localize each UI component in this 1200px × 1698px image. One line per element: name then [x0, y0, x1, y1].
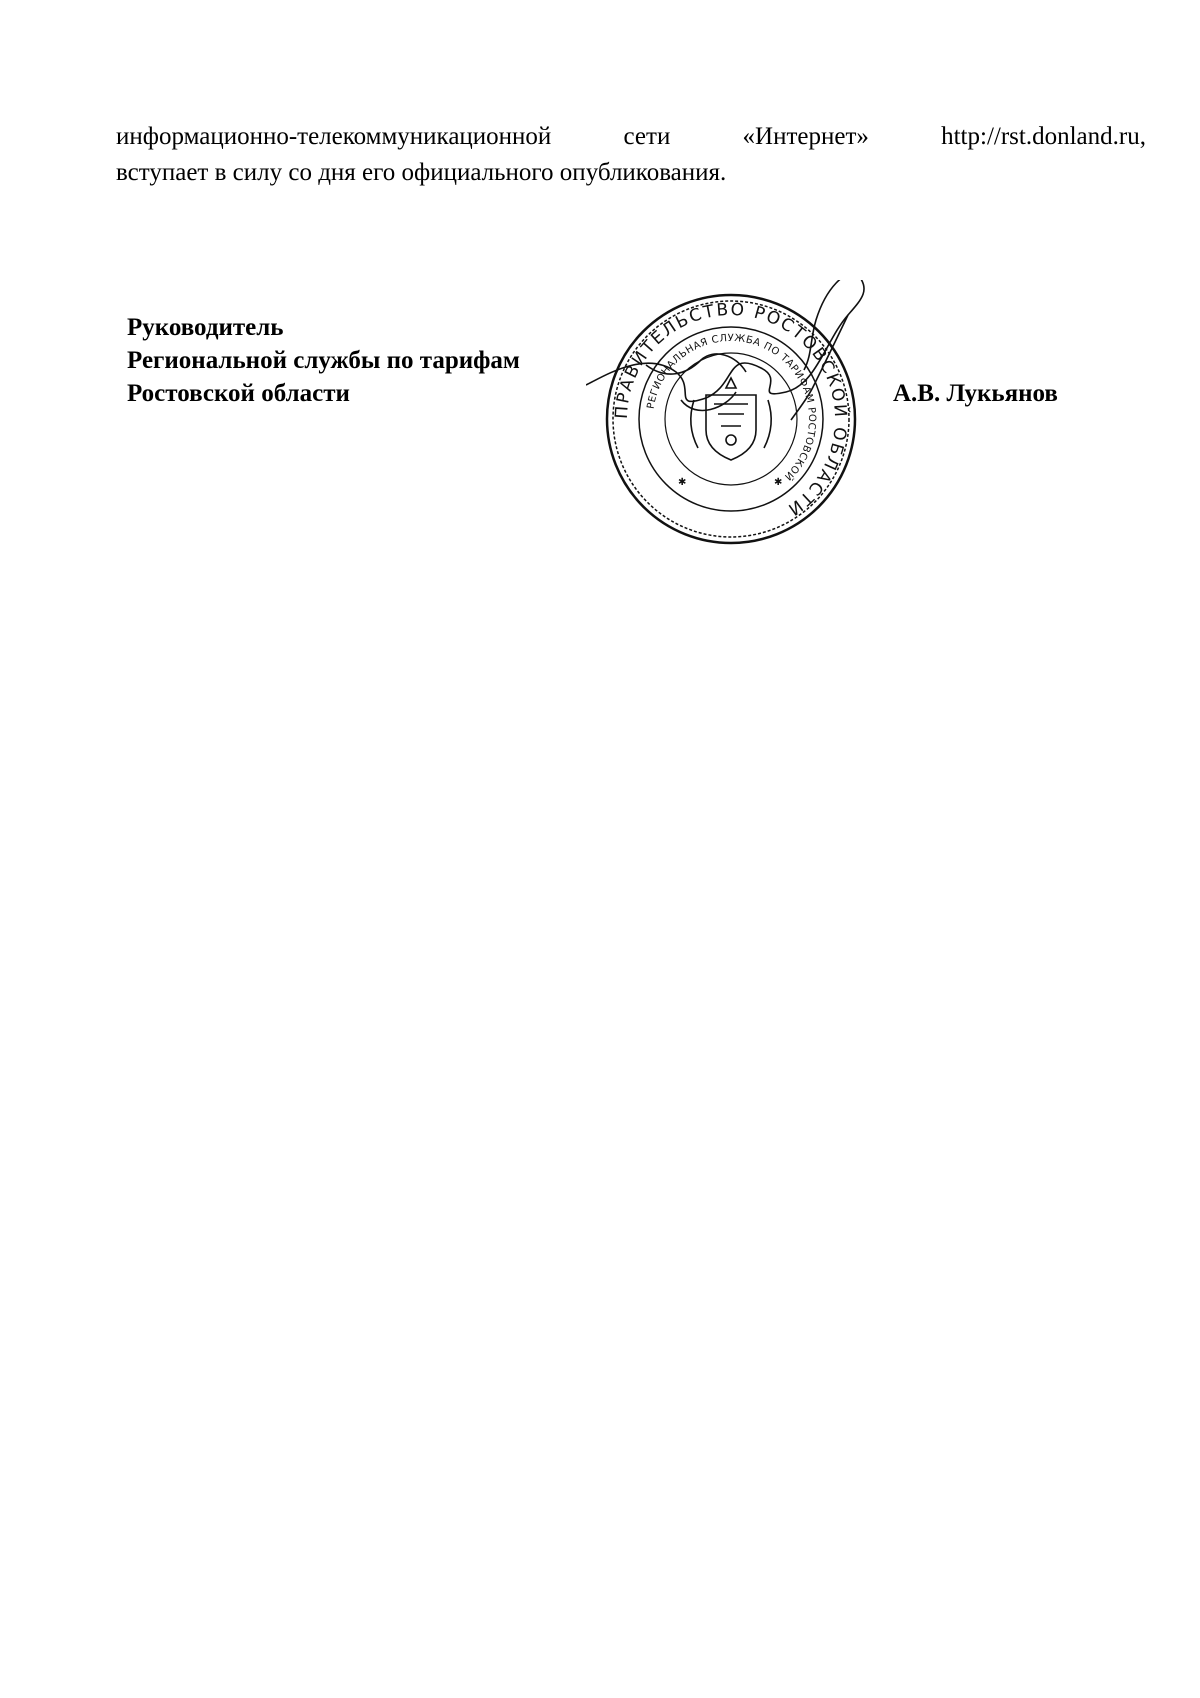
position-line: Региональной службы по тарифам	[127, 347, 520, 374]
coat-of-arms-icon	[691, 378, 771, 460]
svg-text:✱: ✱	[774, 477, 783, 488]
stamp-inner-text: РЕГИОНАЛЬНАЯ СЛУЖБА ПО ТАРИФАМ РОСТОВСКОЙ	[645, 332, 818, 483]
body-paragraph	[116, 119, 1146, 191]
paragraph-word: сети	[623, 123, 671, 150]
paragraph-word: «Интернет»	[742, 123, 869, 150]
position-line: Ростовской области	[127, 380, 350, 407]
paragraph-url: http://rst.donland.ru,	[941, 123, 1146, 150]
paragraph-line-2: вступает в силу со дня его официального опубликования.	[116, 159, 727, 186]
position-line: Руководитель	[127, 314, 284, 341]
signer-name: А.В. Лукьянов	[893, 380, 1058, 407]
paragraph-line-1	[116, 119, 1146, 155]
stamp-outer-text: ПРАВИТЕЛЬСТВО РОСТОВСКОЙ ОБЛАСТИ	[611, 299, 851, 521]
official-stamp	[586, 280, 876, 550]
svg-text:✱: ✱	[678, 477, 687, 488]
stamp-seal-image	[586, 280, 876, 550]
paragraph-word: информационно-телекоммуникационной	[116, 123, 552, 150]
signatory-position	[127, 311, 520, 410]
